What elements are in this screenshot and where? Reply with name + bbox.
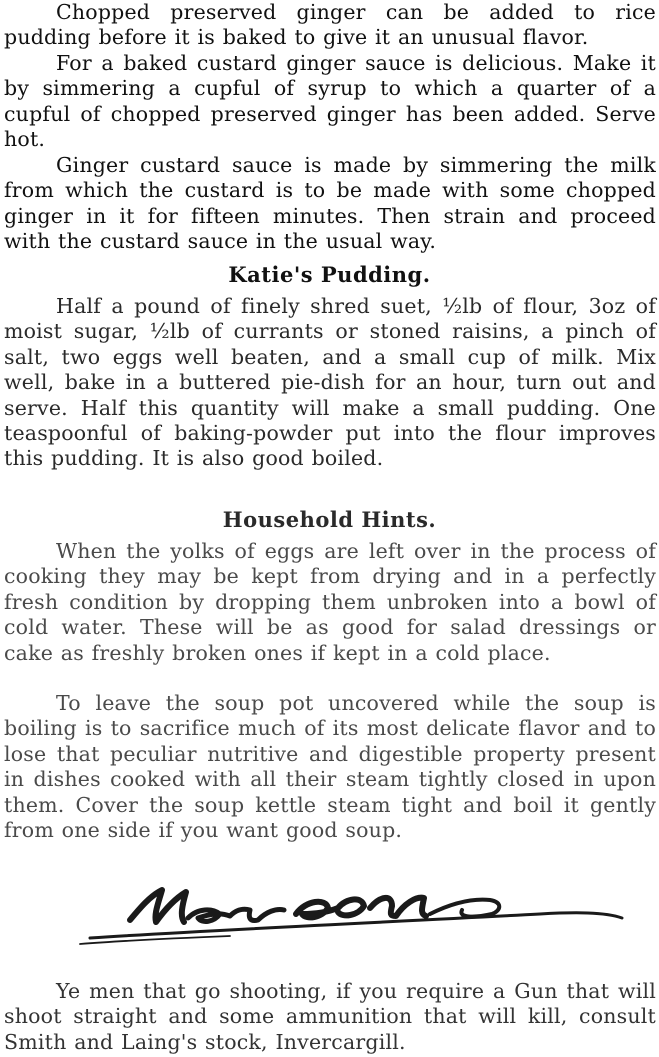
paragraph-soup-pot-hint: To leave the soup pot uncovered while the soup is boiling is to sacrifice much of its most delicate flavor and to lose that peculiar nutritive and digestible property present in dishes cooked with all their steam tightly closed in upon them. Cover the soup kettle steam tight and boil it gently from one side if you want good soup. (4, 691, 656, 843)
heading-household-hints: Household Hints. (222, 507, 437, 532)
paragraph-ginger-rice-pudding: Chopped preserved ginger can be added to rice pudding before it is baked to give it an unusual flavor. (4, 0, 656, 50)
heading-katies-pudding: Katie's Pudding. (228, 262, 431, 287)
paragraph-katies-pudding-recipe: Half a pound of finely shred suet, ½lb of flour, 3oz of moist sugar, ½lb of currants or stoned raisins, a pinch of salt, two eggs well beaten, and a small cup of milk. Mix well, bake in a buttered pie-dish for an hour, turn out and serve. Half this quantity will make a small pudding. One teaspoonful of baking-powder put into the flour improves this pudding. It is also good boiled. (4, 294, 656, 471)
paragraph-ginger-custard-sauce: Ginger custard sauce is made by simmering the milk from which the custard is to be made with some chopped ginger in it for fifteen minutes. Then strain and proceed with the custard sauce in the usual way. (4, 153, 656, 254)
paragraph-ginger-sauce: For a baked custard ginger sauce is delicious. Make it by simmering a cupful of syrup to which a quarter of a cupful of chopped preserved ginger has been added. Serve hot. (4, 51, 656, 152)
maureen-signature (70, 878, 630, 958)
paragraph-egg-yolks-hint: When the yolks of eggs are left over in the process of cooking they may be kept from drying and in a perfectly fresh condition by dropping them unbroken into a bowl of cold water. These will be as good for salad dressings or cake as freshly broken ones if kept in a cold place. (4, 539, 656, 665)
paragraph-gun-advertisement: Ye men that go shooting, if you require a Gun that will shoot straight and some ammunition that will kill, consult Smith and Laing's stock, Invercargill. (4, 979, 656, 1054)
